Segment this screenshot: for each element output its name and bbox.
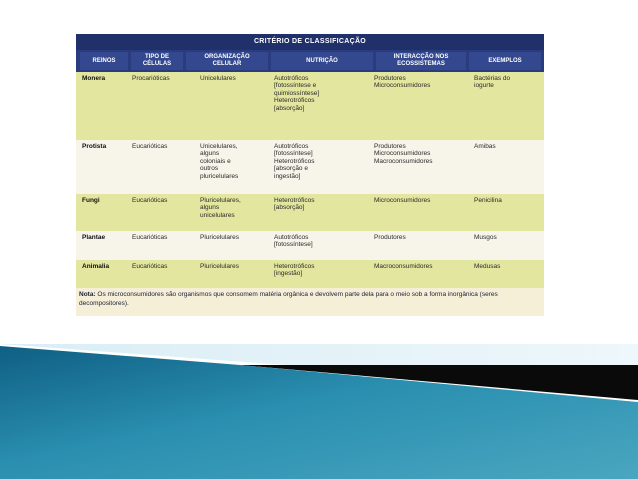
note-text: Os microconsumidores são organismos que consomem matéria orgânica e devolvem parte dela para o meio sob a forma inorgânica (seres decompositores). (79, 291, 498, 307)
cell-exemplos: Amibas (474, 143, 496, 150)
cell-organizacao: Pluricelulares, alguns unicelulares (200, 197, 241, 219)
table-row (76, 194, 544, 231)
cell-exemplos: Medusas (474, 263, 501, 270)
cell-interaccao: Produtores Microconsumidores Macroconsumidores (374, 143, 433, 165)
cell-nutricao: Autotróficos [fotossíntese] (274, 234, 313, 249)
header-interaccao: INTERACÇÃO NOS ECOSSISTEMAS (376, 52, 466, 70)
cell-tipo: Eucarióticas (132, 143, 168, 150)
header-nutricao: NUTRIÇÃO (271, 52, 373, 70)
decorative-band (0, 330, 638, 479)
cell-interaccao: Microconsumidores (374, 197, 431, 204)
classification-table (76, 34, 544, 316)
cell-interaccao: Macroconsumidores (374, 263, 433, 270)
cell-organizacao: Unicelulares (200, 75, 236, 82)
cell-nutricao: Autotróficos [fotossíntese] Heterotróficos [absorção e ingestão] (274, 143, 315, 180)
table-row (76, 231, 544, 260)
cell-reino: Plantae (82, 234, 106, 241)
cell-exemplos: Musgos (474, 234, 497, 241)
cell-organizacao: Pluricelulares (200, 263, 240, 270)
header-reinos: REINOS (80, 52, 128, 70)
cell-tipo: Eucarióticas (132, 263, 168, 270)
table-header (76, 50, 544, 72)
cell-nutricao: Autotróficos [fotossíntese e quimiossíntese] Heterotróficos [absorção] (274, 75, 320, 112)
cell-nutricao: Heterotróficos [absorção] (274, 197, 315, 212)
note-label: Nota: (79, 291, 96, 298)
cell-tipo: Eucarióticas (132, 197, 168, 204)
table-row (76, 72, 544, 140)
table-row (76, 140, 544, 194)
cell-nutricao: Heterotróficos [ingestão] (274, 263, 315, 278)
header-organizacao: ORGANIZAÇÃO CELULAR (186, 52, 268, 70)
table-row (76, 260, 544, 288)
cell-reino: Monera (82, 75, 106, 82)
cell-exemplos: Bactérias do iogurte (474, 75, 511, 90)
table-note (79, 291, 541, 308)
cell-interaccao: Produtores (374, 234, 406, 241)
cell-interaccao: Produtores Microconsumidores (374, 75, 431, 90)
table-caption: CRITÉRIO DE CLASSIFICAÇÃO (76, 34, 544, 50)
cell-organizacao: Pluricelulares (200, 234, 240, 241)
cell-reino: Animalia (82, 263, 110, 270)
cell-organizacao: Unicelulares, alguns coloniais e outros pluricelulares (200, 143, 239, 180)
cell-exemplos: Penicilina (474, 197, 502, 204)
cell-reino: Fungi (82, 197, 100, 204)
cell-reino: Protista (82, 143, 107, 150)
header-exemplos: EXEMPLOS (469, 52, 541, 70)
cell-tipo: Procarióticas (132, 75, 170, 82)
cell-tipo: Eucarióticas (132, 234, 168, 241)
header-tipo-celulas: TIPO DE CÉLULAS (131, 52, 183, 70)
